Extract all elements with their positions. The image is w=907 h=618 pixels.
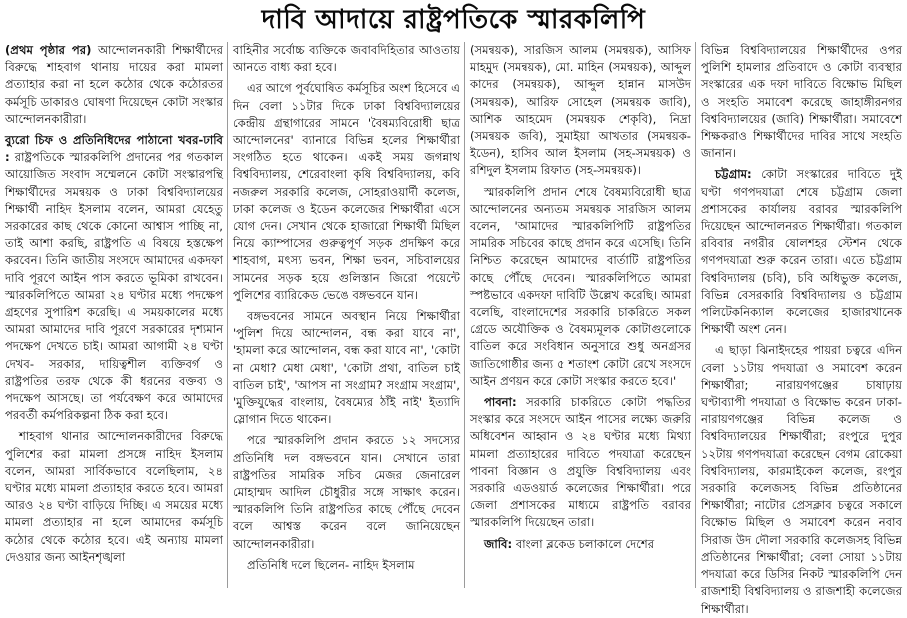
continuation-label: (প্রথম পৃষ্ঠার পর) — [5, 43, 92, 57]
paragraph-text: বাংলা ব্লকেড চলাকালে দেশের — [515, 536, 655, 551]
paragraph-text: রাষ্ট্রপতিকে স্মারকলিপি প্রদানের পর গতকাল আয়োজিত সংবাদ সম্মেলনে কোটা সংস্কারপন্থি শিক্ষার্থীদের সমন্বয়ক ও ঢাকা বিশ্ববিদ্যালয়ের শিক্ষার্থী নাহিদ ইসলাম বলেন, আমরা যেহেতু সরকারের কাছ থেকে কোনো আশ্বাস পাচ্ছি না, তাই আশা করছি, রাষ্ট্রপতি এ বিষয়ে হস্তক্ষেপ করবেন। তিনি জাতীয় সংসদে আমাদের একদফা দাবি পূরণে আইন পাস করতে ভূমিকা রাখবেন। স্মারকলিপিতে আমরা ২৪ ঘণ্টার মধ্যে পদক্ষেপ গ্রহণের সুপারিশ করেছি। এ সময়কালের মধ্যে আমরা আমাদের দাবি পূরণে সরকারের দৃশ্যমান পদক্ষেপ দেখতে চাই। আমরা আগামী ২৪ ঘণ্টা দেখব- সরকার, দায়িত্বশীল ব্যক্তিবর্গ ও রাষ্ট্রপতির তরফ থেকে কী ধরনের বক্তব্য ও পদক্ষেপ আসছে। তা পর্যবেক্ষণ করে আমাদের পরবর্তী কর্মপরিকল্পনা ঠিক করা হবে। — [5, 150, 224, 423]
dateline-label: জাবি: — [484, 536, 513, 551]
paragraph — [470, 394, 691, 532]
paragraph: এ ছাড়া ঝিনাইদহের পায়রা চত্বরে এদিন বেলা ১১টায় পদযাত্রা ও সমাবেশ করেন শিক্ষার্থীরা; নারায়ণগঞ্জের চাষাঢ়ায় ঘণ্টাব্যাপী পদযাত্রা ও বিক্ষোভ করেন ঢাকা-নারায়ণগঞ্জের বিভিন্ন কলেজ ও বিশ্ববিদ্যালয়ের শিক্ষার্থীরা; রংপুরে দুপুর ১২টায় গণপদযাত্রা করেছেন বেগম রোকেয়া বিশ্ববিদ্যালয়, কারমাইকেল কলেজ, রংপুর সরকারি কলেজসহ বিভিন্ন প্রতিষ্ঠানের শিক্ষার্থীরা; নাটোর প্রেসক্লাব চত্বরে সকালে বিক্ষোভ মিছিল ও সমাবেশ করেন নবাব সিরাজ উদ দৌলা সরকারি কলেজসহ বিভিন্ন প্রতিষ্ঠানের শিক্ষার্থীরা; বেলা সোয়া ১১টায় পদযাত্রা করে ডিসির নিকট স্মারকলিপি দেন রাজশাহী বিশ্ববিদ্যালয় ও রাজশাহী কলেজের শিক্ষার্থীরা। — [701, 343, 902, 616]
dateline-label: পাবনা: — [484, 395, 517, 410]
paragraph: (সমন্বয়ক), সারজিস আলম (সমন্বয়ক), আসিফ মাহমুদ (সমন্বয়ক), মো. মাহিন (সমন্বয়ক), আব্দুল কাদের (সমন্বয়ক), আব্দুল হান্নান মাসউদ (সমন্বয়ক), আরিফ সোহেল (সমন্বয়ক জাবি), আশিক আহমেদ (সমন্বয়ক শেকৃবি), নিদ্রা (সমন্বয়ক জবি), সুমাইয়া আখতার (সমন্বয়ক- ইডেন), হাসিব আল ইসলাম (সহ-সমন্বয়ক) ও রশিদুল ইসলাম রিফাত (সহ-সমন্বয়ক)। — [470, 43, 691, 178]
paragraph: শাহবাগ থানার আন্দোলনকারীদের বিরুদ্ধে পুলিশের করা মামলা প্রসঙ্গে নাহিদ ইসলাম বলেন, আমরা সার্বিকভাবে বলেছিলাম, ২৪ ঘণ্টার মধ্যে মামলা প্রত্যাহার করতে হবে। আমরা আরও ২৪ ঘণ্টা বাড়িয়ে দিচ্ছি। এ সময়ের মধ্যে মামলা প্রত্যাহার না হলে আমাদের কর্মসূচি কঠোর থেকে কঠোর হবে। এই অন্যায় মামলা দেওয়ার জন্য আইনশৃঙ্খলা — [5, 429, 223, 564]
paragraph — [701, 166, 902, 338]
paragraph: এর আগে পূর্বঘোষিত কর্মসূচির অংশ হিসেবে এ দিন বেলা ১১টার দিকে ঢাকা বিশ্ববিদ্যালয়ের কেন্দ্রীয় গ্রন্থাগারের সামনে 'বৈষম্যবিরোধী ছাত্র আন্দোলনের' ব্যানারে বিভিন্ন হলের শিক্ষার্থীরা সংগঠিত হতে থাকেন। একই সময় জগন্নাথ বিশ্ববিদ্যালয়, শেরেবাংলা কৃষি বিশ্ববিদ্যালয়, কবি নজরুল সরকারি কলেজ, সোহরাওয়ার্দী কলেজ, ঢাকা কলেজ ও ইডেন কলেজের শিক্ষার্থীরা এসে যোগ দেন। সেখান থেকে হাজারো শিক্ষার্থী মিছিল নিয়ে ক্যাম্পাসের গুরুত্বপূর্ণ সড়ক প্রদক্ষিণ করে শাহবাগ, মৎস্য ভবন, শিক্ষা ভবন, সচিবালয়ের সামনের সড়ক হয়ে গুলিস্তান জিরো পয়েন্টে পুলিশের ব্যারিকেড ভেঙে বঙ্গভবনে যান। — [233, 81, 460, 302]
paragraph: বিভিন্ন বিশ্ববিদ্যালয়ের শিক্ষার্থীদের ওপর পুলিশি হামলার প্রতিবাদে ও কোটা ব্যবস্থার সংস্কারের এক দফা দাবিতে বিক্ষোভ মিছিল ও সংহতি সমাবেশ করেছে জাহাঙ্গীরনগর বিশ্ববিদ্যালয়ের (জাবি) শিক্ষার্থীরা। সমাবেশে শিক্ষকরাও শিক্ষার্থীদের দাবির সাথে সংহতি জানান। — [701, 43, 902, 161]
paragraph: স্মারকলিপি প্রদান শেষে বৈষম্যবিরোধী ছাত্র আন্দোলনের অন্যতম সমন্বয়ক সারজিস আলম বলেন, 'আমাদের স্মারকলিপিটি রাষ্ট্রপতির সামরিক সচিবের কাছে প্রদান করে এসেছি। তিনি নিশ্চিত করেছেন আমাদের বার্তাটি রাষ্ট্রপতির কাছে পৌঁছে দেবেন। স্মারকলিপিতে আমরা স্পষ্টভাবে একদফা দাবিটি উল্লেখ করেছি। আমরা বলেছি, বাংলাদেশের সরকারি চাকরিতে সকল গ্রেডে অযৌক্তিক ও বৈষম্যমূলক কোটাগুলোকে বাতিল করে সংবিধান অনুসারে শুধু অনগ্রসর জাতিগোষ্ঠীর জন্য ৫ শতাংশ কোটা রেখে সংসদে আইন প্রণয়ন করে কোটা সংস্কার করতে হবে।' — [470, 184, 691, 388]
paragraph: বাহিনীর সর্বোচ্চ ব্যক্তিকে জবাবদিহিতার আওতায় আনতে বাধ্য করা হবে। — [233, 43, 460, 75]
column-3 — [465, 42, 696, 588]
paragraph-text: সরকারি চাকরিতে কোটা পদ্ধতির সংস্কার করে সংসদে আইন পাসের লক্ষ্যে জরুরি অধিবেশন আহ্বান ও ২৪ ঘণ্টার মধ্যে মিথ্যা মামলা প্রত্যাহারের দাবিতে পদযাত্রা করেছেন পাবনা বিজ্ঞান ও প্রযুক্তি বিশ্ববিদ্যালয় এবং সরকারি এডওয়ার্ড কলেজের শিক্ষার্থীরা। পরে জেলা প্রশাসকের মাধ্যমে রাষ্ট্রপতি বরাবর স্মারকলিপি দিয়েছেন তারা। — [470, 395, 691, 530]
headline-bar — [0, 0, 907, 42]
paragraph — [5, 132, 223, 424]
paragraph: পরে স্মারকলিপি প্রদান করতে ১২ সদস্যের প্রতিনিধি দল বঙ্গভবনে যান। সেখানে তারা রাষ্ট্রপতির সামরিক সচিব মেজর জেনারেল মোহাম্মদ আদিল চৌধুরীর সঙ্গে সাক্ষাৎ করেন। স্মারকলিপি তিনি রাষ্ট্রপতির কাছে পৌঁছে দেবেন বলে আশ্বস্ত করেন বলে জানিয়েছেন আন্দোলনকারীরা। — [233, 433, 460, 551]
paragraph-text: আন্দোলনকারী শিক্ষার্থীদের বিরুদ্ধে শাহবাগ থানায় দায়ের করা মামলা প্রত্যাহার করা না হলে কঠোর থেকে কঠোরতর কর্মসূচি ডাকারও ঘোষণা দিয়েছেন কোটা সংস্কার আন্দোলনকারীরা। — [5, 43, 223, 126]
column-2 — [228, 42, 465, 588]
paragraph: প্রতিনিধি দলে ছিলেন- নাহিদ ইসলাম — [247, 557, 415, 572]
dateline-label: চট্টগ্রাম: — [715, 167, 752, 182]
column-4 — [696, 42, 907, 616]
column-1 — [0, 42, 228, 588]
headline: দাবি আদায়ে রাষ্ট্রপতিকে স্মারকলিপি — [261, 5, 646, 35]
dateline-label: ব্যুরো চিফ ও প্রতিনিধিদের পাঠানো খবর-ঢাবি : — [5, 133, 223, 165]
paragraph — [470, 536, 691, 553]
paragraph — [5, 42, 223, 128]
paragraph: বঙ্গভবনের সামনে অবস্থান নিয়ে শিক্ষার্থীরা 'পুলিশ দিয়ে আন্দোলন, বন্ধ করা যাবে না', 'হামলা করে আন্দোলন, বন্ধ করা যাবে না', 'কোটা না মেধা? মেধা মেধা', 'কোটা প্রথা, বাতিল চাই বাতিল চাই', 'আপস না সংগ্রাম? সংগ্রাম সংগ্রাম', 'মুক্তিযুদ্ধের বাংলায়, বৈষম্যের ঠাঁই নাই' ইত্যাদি স্লোগান দিতে থাকেন। — [233, 309, 460, 427]
paragraph-text: কোটা সংস্কারের দাবিতে দুই ঘণ্টা গণপদযাত্রা শেষে চট্টগ্রাম জেলা প্রশাসকের কার্যালয় বরাবর স্মারকলিপি দিয়েছেন আন্দোলনরত শিক্ষার্থীরা। গতকাল রবিবার নগরীর ষোলশহর স্টেশন থেকে গণপদযাত্রা শুরু করেন তারা। এতে চট্টগ্রাম বিশ্ববিদ্যালয় (চবি), চবি অধিভুক্ত কলেজ, বিভিন্ন বেসরকারি বিশ্ববিদ্যালয় ও চট্টগ্রাম পলিটেকনিক্যাল কলেজের হাজারখানেক শিক্ষার্থী অংশ নেন। — [701, 167, 903, 337]
